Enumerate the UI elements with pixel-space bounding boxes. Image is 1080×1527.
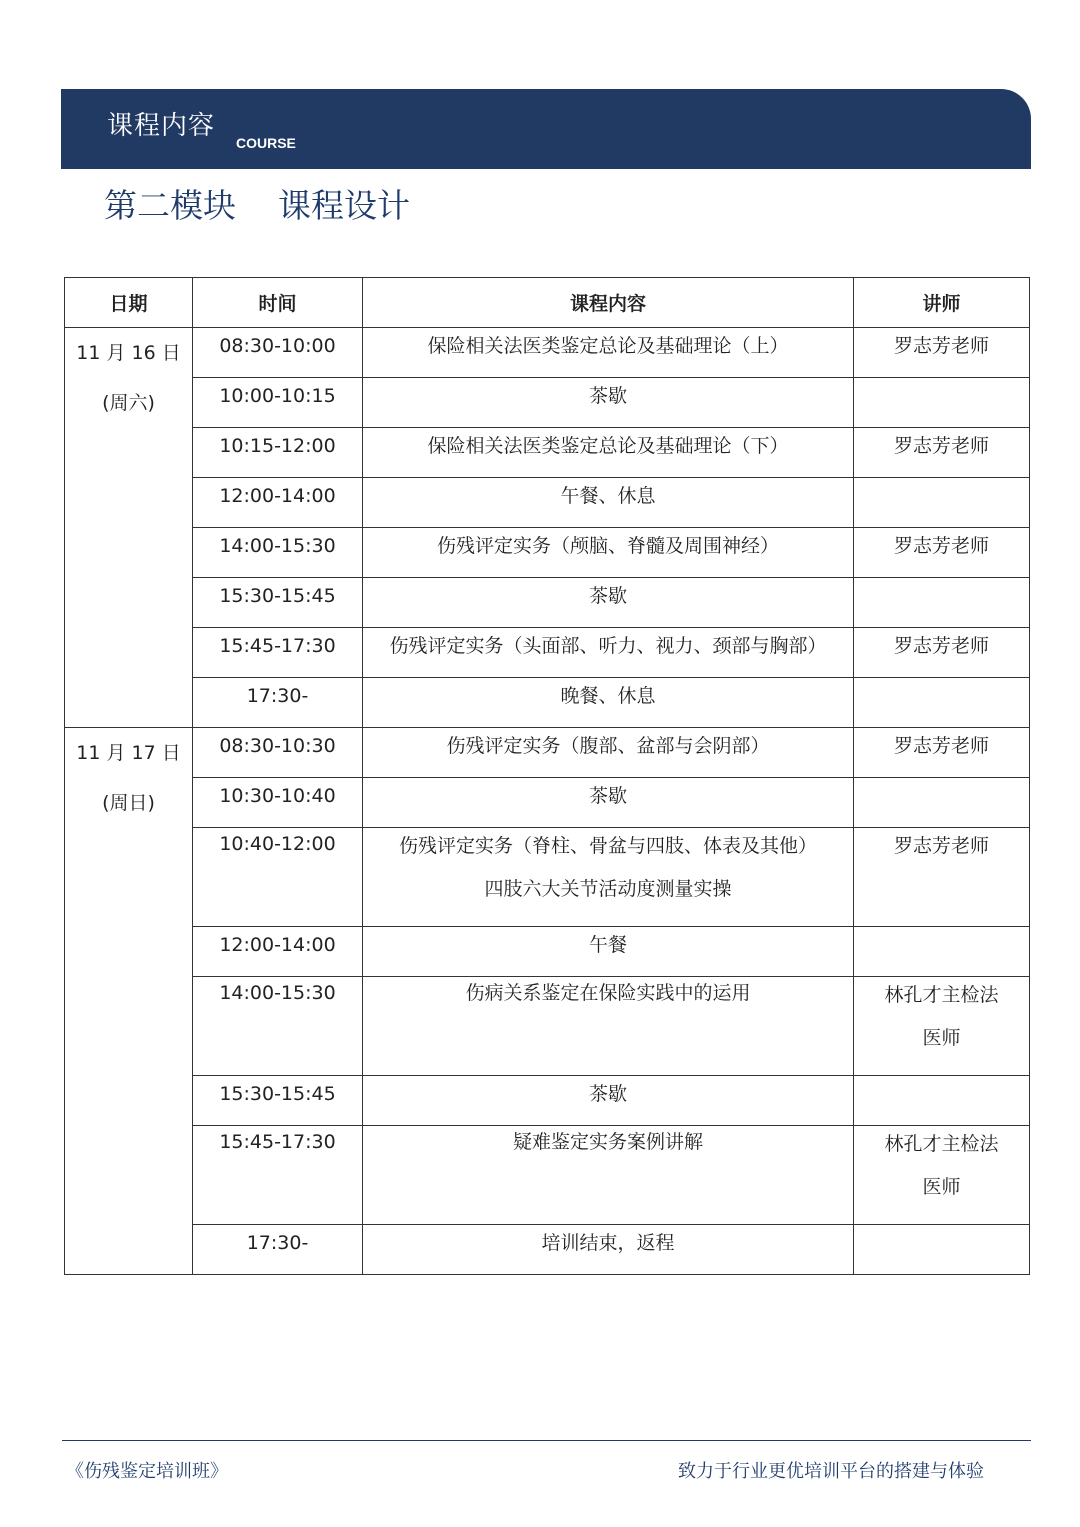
time-cell	[193, 328, 363, 378]
header-time: 时间	[193, 278, 363, 328]
table-row	[65, 528, 1030, 578]
teacher-text: 罗志芳老师	[893, 835, 989, 857]
time-cell	[193, 378, 363, 428]
time-cell	[193, 1126, 363, 1225]
date-label: 11 月 17 日	[76, 742, 181, 764]
teacher-text: 罗志芳老师	[893, 735, 989, 757]
teacher-cell	[854, 578, 1030, 628]
content-cell	[363, 478, 854, 528]
content-cell	[363, 528, 854, 578]
content-text: 培训结束，返程	[541, 1232, 675, 1254]
time-text: 10:15-12:00	[219, 435, 336, 457]
content-cell	[363, 828, 854, 927]
teacher-text: 林孔才主检法	[884, 1133, 999, 1155]
content-text: 疑难鉴定实务案例讲解	[512, 1131, 703, 1153]
table-row	[65, 778, 1030, 828]
time-cell	[193, 728, 363, 778]
content-text: 午餐	[588, 934, 627, 956]
time-text: 12:00-14:00	[219, 485, 336, 507]
teacher-text: 医师	[922, 1027, 961, 1049]
time-text: 15:30-15:45	[219, 1083, 336, 1105]
teacher-cell	[854, 977, 1030, 1076]
table-row	[65, 428, 1030, 478]
content-text: 伤残评定实务（颅脑、脊髓及周围神经）	[436, 535, 779, 557]
header-content: 课程内容	[363, 278, 854, 328]
teacher-cell	[854, 328, 1030, 378]
time-text: 17:30-	[246, 1232, 309, 1254]
content-cell	[363, 1076, 854, 1126]
header-banner	[61, 89, 1031, 169]
module-title: 第二模块 课程设计	[104, 186, 410, 225]
teacher-cell	[854, 1076, 1030, 1126]
content-cell	[363, 977, 854, 1076]
time-text: 15:45-17:30	[219, 1131, 336, 1153]
time-text: 17:30-	[246, 685, 309, 707]
header-date: 日期	[65, 278, 193, 328]
teacher-cell	[854, 828, 1030, 927]
time-text: 14:00-15:30	[219, 535, 336, 557]
date-cell	[65, 728, 193, 1275]
time-cell	[193, 628, 363, 678]
teacher-cell	[854, 1225, 1030, 1275]
weekday-label: (周六)	[102, 392, 155, 414]
time-cell	[193, 1225, 363, 1275]
time-text: 12:00-14:00	[219, 934, 336, 956]
content-cell	[363, 1126, 854, 1225]
table-row	[65, 1076, 1030, 1126]
table-row	[65, 1225, 1030, 1275]
content-text: 伤病关系鉴定在保险实践中的运用	[465, 982, 751, 1004]
content-cell	[363, 728, 854, 778]
content-cell	[363, 1225, 854, 1275]
content-cell	[363, 578, 854, 628]
teacher-cell	[854, 528, 1030, 578]
teacher-text: 罗志芳老师	[893, 335, 989, 357]
time-cell	[193, 428, 363, 478]
content-text: 伤残评定实务（头面部、听力、视力、颈部与胸部）	[389, 635, 827, 657]
time-text: 08:30-10:30	[219, 735, 336, 757]
footer-right-text: 致力于行业更优培训平台的搭建与体验	[678, 1461, 984, 1482]
content-text: 保险相关法医类鉴定总论及基础理论（上）	[427, 335, 789, 357]
time-text: 14:00-15:30	[219, 982, 336, 1004]
teacher-cell	[854, 778, 1030, 828]
time-cell	[193, 927, 363, 977]
time-text: 15:45-17:30	[219, 635, 336, 657]
time-text: 10:40-12:00	[219, 833, 336, 855]
table-row	[65, 927, 1030, 977]
content-text: 茶歇	[588, 585, 627, 607]
table-row	[65, 328, 1030, 378]
time-text: 08:30-10:00	[219, 335, 336, 357]
schedule-table	[64, 277, 1030, 1275]
time-cell	[193, 778, 363, 828]
content-cell	[363, 678, 854, 728]
time-text: 10:30-10:40	[219, 785, 336, 807]
content-cell	[363, 328, 854, 378]
time-cell	[193, 528, 363, 578]
content-text: 茶歇	[588, 385, 627, 407]
table-row	[65, 678, 1030, 728]
banner-title: 课程内容	[107, 111, 216, 141]
teacher-cell	[854, 628, 1030, 678]
table-row	[65, 1126, 1030, 1225]
content-cell	[363, 778, 854, 828]
banner-subtitle: COURSE	[236, 135, 296, 151]
table-row	[65, 728, 1030, 778]
time-cell	[193, 678, 363, 728]
time-text: 15:30-15:45	[219, 585, 336, 607]
teacher-text: 罗志芳老师	[893, 535, 989, 557]
content-text: 保险相关法医类鉴定总论及基础理论（下）	[427, 435, 789, 457]
content-text: 茶歇	[588, 785, 627, 807]
teacher-cell	[854, 927, 1030, 977]
content-cell	[363, 378, 854, 428]
teacher-cell	[854, 678, 1030, 728]
time-cell	[193, 977, 363, 1076]
content-cell	[363, 628, 854, 678]
teacher-cell	[854, 378, 1030, 428]
content-text: 四肢六大关节活动度测量实操	[484, 878, 732, 900]
teacher-text: 罗志芳老师	[893, 635, 989, 657]
teacher-cell	[854, 728, 1030, 778]
table-header-row	[65, 278, 1030, 328]
time-text: 10:00-10:15	[219, 385, 336, 407]
teacher-text: 医师	[922, 1176, 961, 1198]
teacher-text: 罗志芳老师	[893, 435, 989, 457]
time-cell	[193, 578, 363, 628]
date-label: 11 月 16 日	[76, 342, 181, 364]
time-cell	[193, 828, 363, 927]
content-text: 伤残评定实务（腹部、盆部与会阴部）	[446, 735, 770, 757]
teacher-text: 林孔才主检法	[884, 984, 999, 1006]
content-text: 晚餐、休息	[560, 685, 656, 707]
content-text: 茶歇	[588, 1083, 627, 1105]
content-text: 伤残评定实务（脊柱、骨盆与四肢、体表及其他）	[398, 835, 817, 857]
footer-divider	[62, 1440, 1031, 1441]
footer-left-text: 《伤残鉴定培训班》	[66, 1461, 228, 1482]
schedule-body	[65, 328, 1030, 1275]
content-cell	[363, 927, 854, 977]
teacher-cell	[854, 1126, 1030, 1225]
header-teacher: 讲师	[854, 278, 1030, 328]
date-cell	[65, 328, 193, 728]
weekday-label: (周日)	[102, 792, 155, 814]
time-cell	[193, 478, 363, 528]
teacher-cell	[854, 428, 1030, 478]
table-row	[65, 378, 1030, 428]
table-row	[65, 828, 1030, 927]
teacher-cell	[854, 478, 1030, 528]
table-row	[65, 578, 1030, 628]
time-cell	[193, 1076, 363, 1126]
content-cell	[363, 428, 854, 478]
table-row	[65, 478, 1030, 528]
table-row	[65, 977, 1030, 1076]
content-text: 午餐、休息	[560, 485, 656, 507]
table-row	[65, 628, 1030, 678]
